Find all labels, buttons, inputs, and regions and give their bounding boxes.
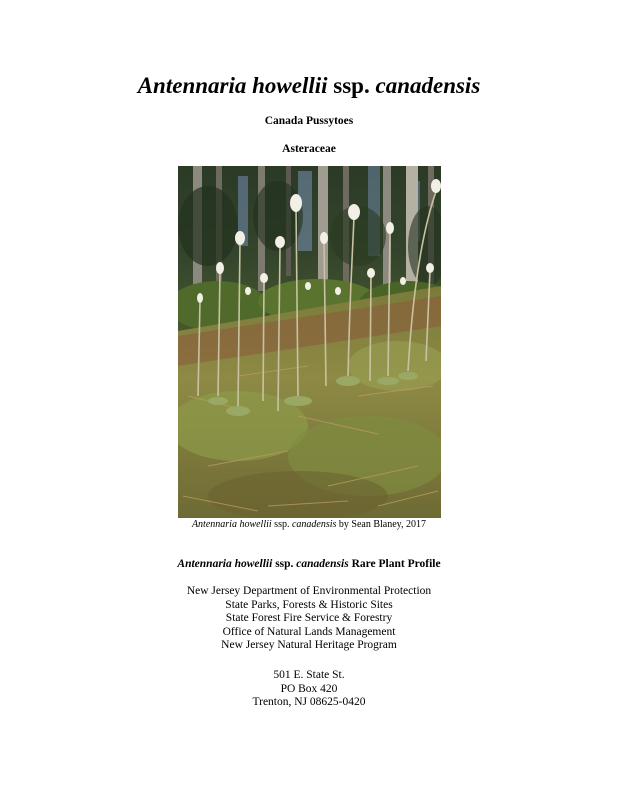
address-po-box: PO Box 420 [280,682,338,695]
caption-credit: by Sean Blaney, 2017 [336,519,427,530]
profile-suffix: Rare Plant Profile [348,558,441,570]
profile-subspecies: canadensis [296,558,349,570]
profile-ssp: ssp. [272,558,297,570]
title-subspecies: canadensis [375,73,481,98]
agency-line: New Jersey Natural Heritage Program [221,639,397,652]
title-ssp: ssp. [327,73,376,98]
agency-line: New Jersey Department of Environmental Protection [186,585,432,597]
agency-line: Office of Natural Lands Management [222,625,396,638]
agency-line: State Forest Fire Service & Forestry [225,612,393,625]
plant-family: Asteraceae [282,143,336,155]
document-title [0,72,618,100]
address-block [0,669,618,710]
agency-block [0,585,618,653]
title-genus-species: Antennaria howellii [137,73,328,98]
profile-title [0,558,618,570]
photo-caption [0,519,618,530]
plant-photo [178,166,441,518]
caption-species: Antennaria howellii [191,519,272,530]
address-city: Trenton, NJ 08625-0420 [252,696,366,709]
address-street: 501 E. State St. [273,669,345,681]
profile-species: Antennaria howellii [177,558,273,570]
caption-subspecies: canadensis [291,519,337,530]
agency-line: State Parks, Forests & Historic Sites [225,598,393,611]
common-name: Canada Pussytoes [264,115,354,127]
caption-ssp: ssp. [271,519,292,530]
